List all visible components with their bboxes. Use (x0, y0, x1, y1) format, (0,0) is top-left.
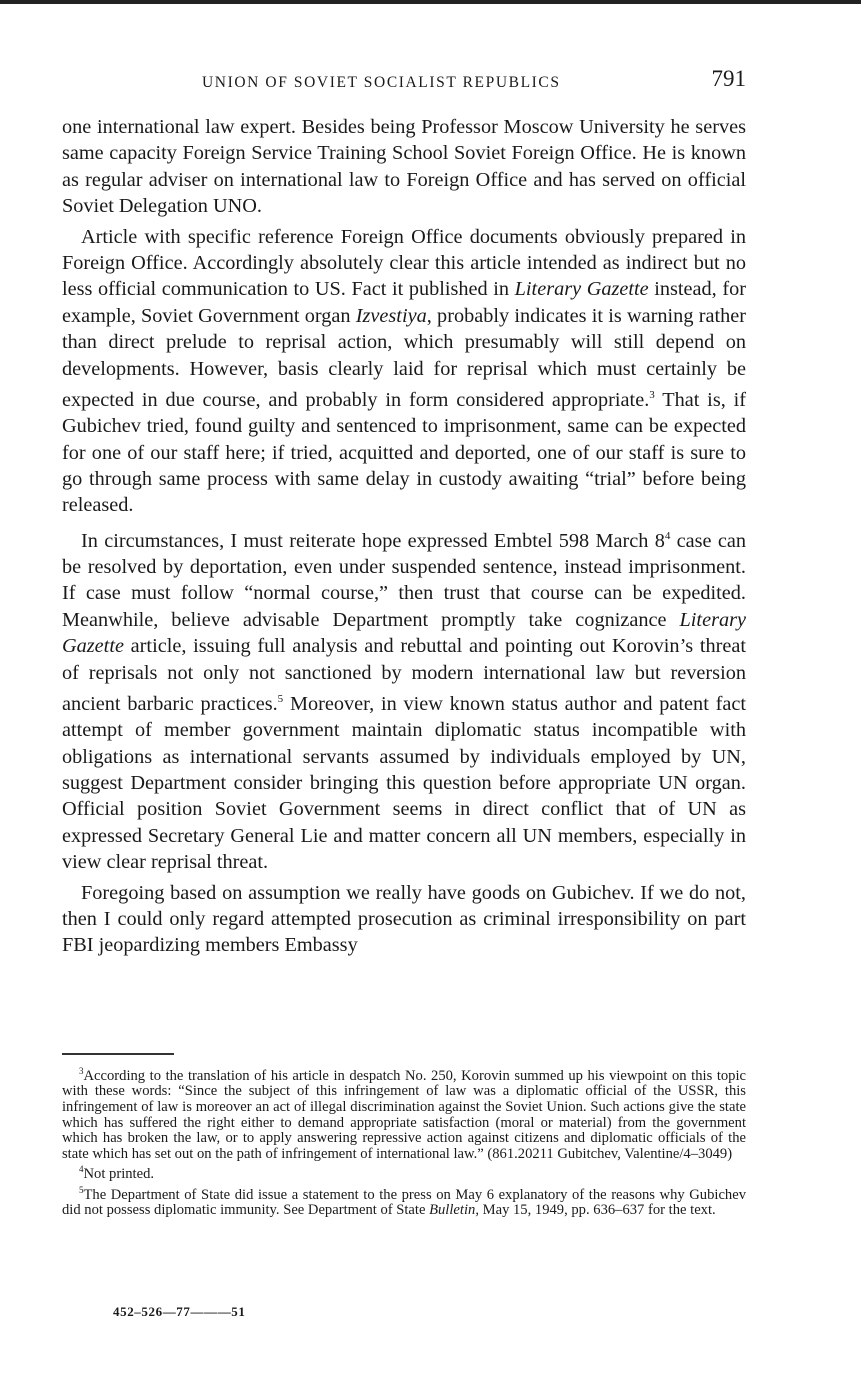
footnote-ref-4: 4 (664, 529, 671, 542)
footnote-5: $^5$The Department of State did issue a statement to the press on May 6 explanatory of the reasons why Gubichev did not possess diplomatic immunity. See Department of State Bulletin, May 15, 1949, pp. 636–637 for the text. (62, 1184, 746, 1219)
page-number: 791 (711, 66, 746, 91)
print-code: 452–526—77———51 (113, 1304, 246, 1319)
page-header (62, 66, 746, 100)
footnote-divider (62, 1053, 174, 1055)
publication-title: Literary Gazette (62, 608, 746, 658)
footnote-3: $^3$According to the translation of his article in despatch No. 250, Korovin summed up his viewpoint on this topic with these words: “Since the subject of this infringement of law was a diplomatic official of the USSR, this infringement of law is moreover an act of illegal discrimination against the Soviet Union. Such actions give the state which has suffered the right either to demand appropriate satisfaction (moral or material) from the government which has broken the law, or to apply answering repressive action against citizens and diplomatic officials of the state which has set out on the path of infringement of international law.” (861.20211 Gubitchev, Valentine/4–3049) (62, 1066, 746, 1162)
running-head: UNION OF SOVIET SOCIALIST REPUBLICS (202, 74, 561, 91)
footnote-ref-3: 3 (649, 389, 655, 402)
footnote-4: $^4$Not printed. (79, 1164, 155, 1183)
top-border-rule (0, 0, 861, 4)
paragraph-2: Article with specific reference Foreign Office documents obviously prepared in Foreign Office. Accordingly absolutely clear this article intended as indirect but no less official communication to US. Fact it published in Literary Gazette instead, for example, Soviet Government organ Izvestiya, probably indicates it is warning rather than direct prelude to reprisal action, which presumably will still depend on developments. However, basis clearly laid for reprisal which must certainly be expected in due course, and probably in form considered appropriate.$^3$ That is, if Gubichev tried, found guilty and sentenced to imprisonment, same can be expected for one of our staff here; if tried, acquitted and deported, one of our staff is sure to go through same process with same delay in custody awaiting “trial” before being released. (62, 225, 746, 517)
body-text (62, 114, 746, 959)
paragraph-1: one international law expert. Besides being Professor Moscow University he serves same capacity Foreign Service Training School Soviet Foreign Office. He is known as regular adviser on international law to Foreign Office and has served on official Soviet Delegation UNO. (62, 116, 746, 218)
publication-title: Literary Gazette (514, 278, 649, 301)
footnotes (62, 1064, 746, 1219)
paragraph-4: Foregoing based on assumption we really have goods on Gubichev. If we do not, then I could only regard attempted prosecution as criminal irresponsibility on part FBI jeopardizing members Embassy (62, 881, 746, 957)
publication-title: Izvestiya (355, 304, 427, 327)
footnote-ref-5: 5 (277, 693, 284, 706)
paragraph-3: In circumstances, I must reiterate hope expressed Embtel 598 March $8^4$ case can be resolved by deportation, even under suspended sentence, instead imprisonment. If case must follow “normal course,” then trust that course can be expedited. Meanwhile, believe advisable Department promptly take cognizance Literary Gazette article, issuing full analysis and rebuttal and pointing out Korovin’s threat of reprisals not only not sanctioned by modern international law but reversion ancient barbaric practices.$^5$ Moreover, in view known status author and patent fact attempt of member government maintain diplomatic status incompatible with obligations as international servants assumed by individuals employed by UN, suggest Department consider bringing this question before appropriate UN organ. Official position Soviet Government seems in direct conflict that of UN as expressed Secretary General Lie and matter concern all UN members, especially in view clear reprisal threat. (62, 529, 746, 874)
